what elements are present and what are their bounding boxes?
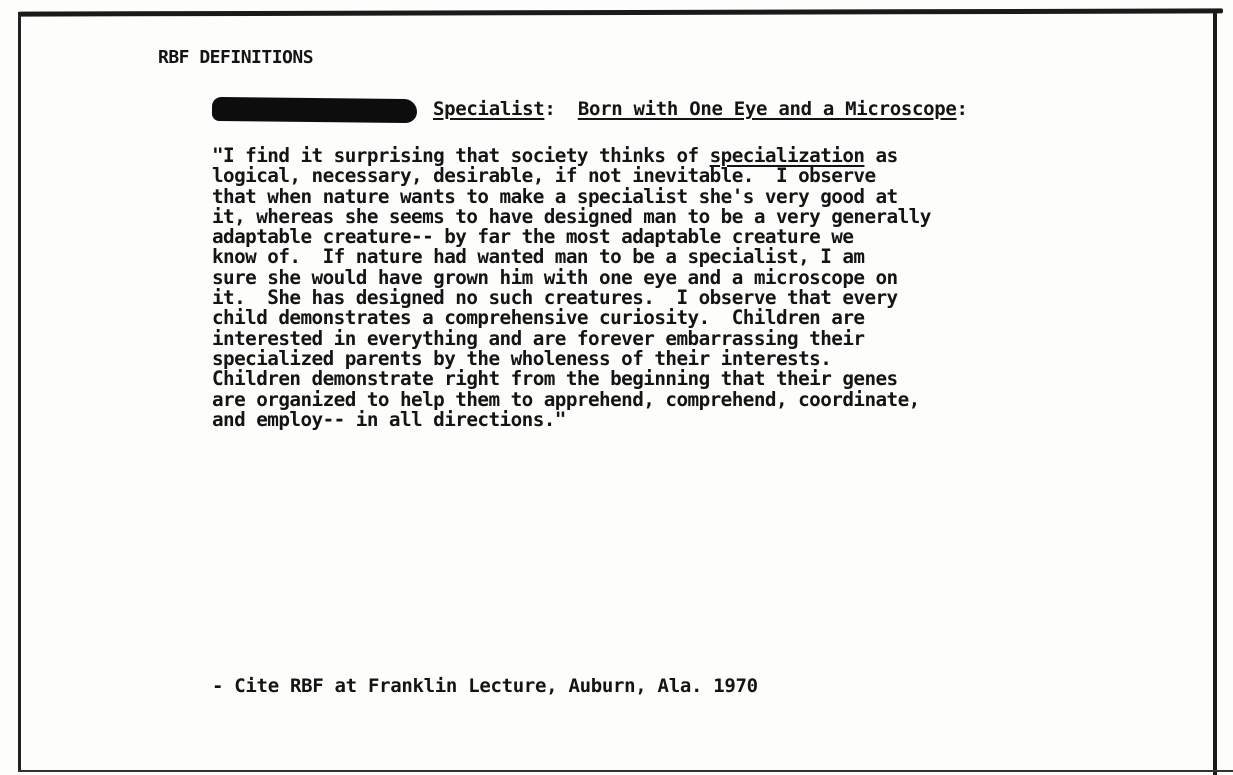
card-top-border bbox=[18, 8, 1223, 16]
quote-text: as bbox=[864, 144, 898, 167]
quote-line: it, whereas she seems to have designed man to be a very generally bbox=[212, 204, 931, 228]
card-right-border bbox=[1213, 12, 1217, 775]
term-label: Specialist bbox=[433, 98, 545, 120]
quote-line: are organized to help them to apprehend, comprehend, coordinate, bbox=[212, 387, 920, 411]
card-bottom-border bbox=[18, 770, 1233, 772]
quote-line: that when nature wants to make a specialist she's very good at bbox=[212, 184, 898, 208]
definition-subtitle: Born with One Eye and a Microscope bbox=[577, 98, 957, 120]
citation: - Cite RBF at Franklin Lecture, Auburn, Ala. 1970 bbox=[212, 675, 758, 697]
subtitle-trailing: : bbox=[956, 98, 968, 120]
definition-title bbox=[433, 98, 968, 120]
quote-line: sure she would have grown him with one eye and a microscope on bbox=[212, 265, 898, 289]
page-heading: RBF DEFINITIONS bbox=[158, 47, 314, 68]
term-separator: : bbox=[544, 98, 556, 120]
quote-line: and employ-- in all directions." bbox=[212, 407, 566, 431]
card-left-border bbox=[18, 12, 21, 772]
quote-text: "I find it surprising that society thinks of bbox=[212, 144, 710, 167]
quote-line: child demonstrates a comprehensive curiosity. Children are bbox=[212, 306, 865, 330]
quote-line: specialized parents by the wholeness of their interests. bbox=[212, 346, 832, 370]
quote-line: it. She has designed no such creatures. I observe that every bbox=[212, 286, 898, 310]
quote-line: know of. If nature had wanted man to be a specialist, I am bbox=[212, 245, 865, 269]
quote-line: interested in everything and are forever embarrassing their bbox=[212, 326, 865, 350]
quote-line bbox=[212, 146, 1212, 166]
quote-line: logical, necessary, desirable, if not inevitable. I observe bbox=[212, 164, 876, 188]
quote-block bbox=[212, 146, 1212, 430]
underlined-word: specialization bbox=[709, 144, 865, 167]
quote-line: Children demonstrate right from the beginning that their genes bbox=[212, 367, 898, 391]
quote-line: adaptable creature-- by far the most adaptable creature we bbox=[212, 225, 854, 249]
redaction-block bbox=[212, 97, 417, 123]
